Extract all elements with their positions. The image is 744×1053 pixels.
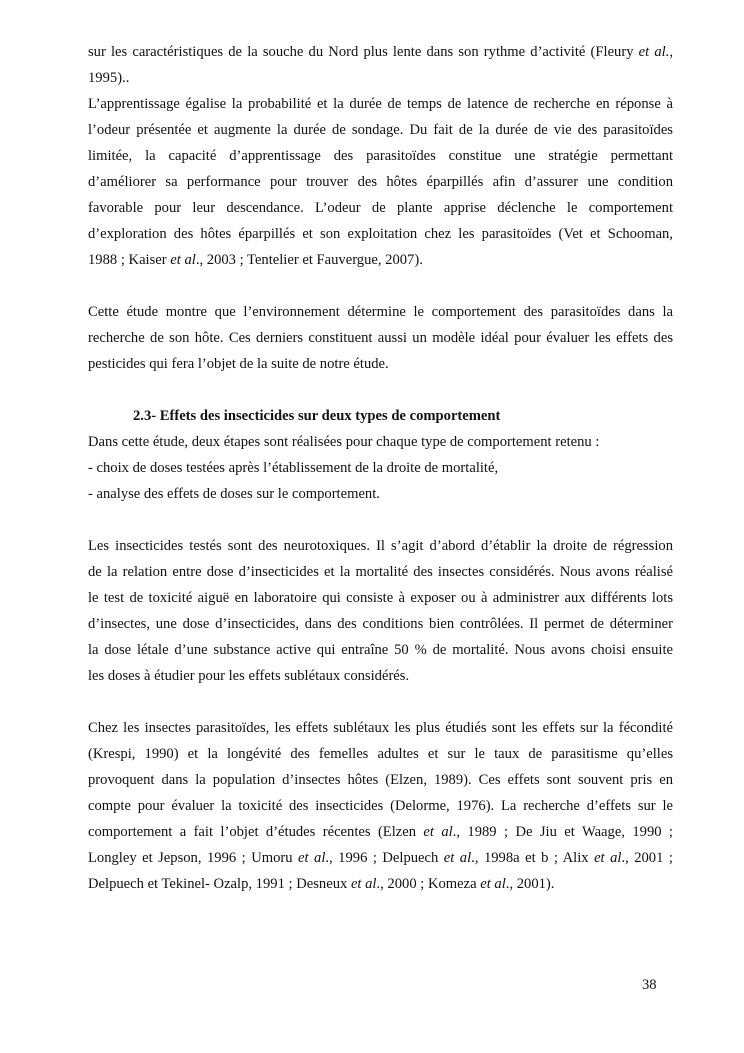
paragraph	[88, 299, 673, 377]
text-segment: Cette étude montre que l’environnement détermine le comportement des parasitoïdes dans la	[88, 304, 673, 320]
text-segment: ., 2001 ;	[621, 850, 673, 866]
text-line	[88, 299, 673, 325]
text-segment: pesticides qui fera l’objet de la suite de notre étude.	[88, 356, 389, 372]
paragraph	[88, 533, 673, 689]
text-line	[88, 143, 673, 169]
text-line	[88, 429, 673, 455]
text-line	[88, 169, 673, 195]
italic-text: et al	[423, 824, 453, 840]
section-heading	[88, 403, 673, 429]
text-segment: ., 2000 ; Komeza	[376, 876, 481, 892]
italic-text: et al	[170, 252, 196, 268]
page-number: 38	[642, 977, 657, 993]
paragraph-spacer	[88, 507, 673, 533]
text-segment: 1988 ; Kaiser	[88, 252, 171, 268]
text-segment: Les insecticides testés sont des neurotoxiques. Il s’agit d’abord d’établir la droite de régression	[88, 538, 673, 554]
text-line	[88, 325, 673, 351]
text-segment: d’exploration des hôtes éparpillés et son exploitation chez les parasitoïdes (Vet et Schooman,	[88, 226, 673, 242]
text-segment: ., 1989 ; De Jiu et Waage, 1990 ;	[452, 824, 673, 840]
text-segment: limitée, la capacité d’apprentissage des parasitoïdes constitue une stratégie permettant	[88, 148, 673, 164]
paragraph	[88, 481, 673, 507]
italic-text: et al	[298, 850, 326, 866]
text-segment: 2.3- Effets des insecticides sur deux types de comportement	[133, 408, 501, 424]
text-segment: favorable pour leur descendance. L’odeur de plante apprise déclenche le comportement	[88, 200, 673, 216]
text-line	[88, 741, 673, 767]
text-segment: L’apprentissage égalise la probabilité et la durée de temps de latence de recherche en réponse à	[88, 96, 673, 112]
document-body	[88, 39, 673, 897]
text-segment: ., 2003 ; Tentelier et Fauvergue, 2007).	[195, 252, 423, 268]
text-line	[88, 715, 673, 741]
text-segment: compte pour évaluer la toxicité des insecticides (Delorme, 1976). La recherche d’effets sur le	[88, 798, 673, 814]
paragraph	[88, 429, 673, 455]
text-segment: sur les caractéristiques de la souche du Nord plus lente dans son rythme d’activité (Fleury	[88, 44, 639, 60]
text-line	[88, 39, 673, 65]
paragraph-spacer	[88, 689, 673, 715]
text-segment: recherche de son hôte. Ces derniers constituent aussi un modèle idéal pour évaluer les effets des	[88, 330, 673, 346]
text-line	[88, 767, 673, 793]
text-line	[88, 871, 673, 897]
text-segment: provoquent dans la population d’insectes hôtes (Elzen, 1989). Ces effets sont souvent pris en	[88, 772, 673, 788]
italic-text: et al	[594, 850, 622, 866]
text-line	[88, 663, 673, 689]
paragraph-spacer	[88, 377, 673, 403]
text-segment: ., 1998a et b ; Alix	[471, 850, 595, 866]
text-segment: 1995)..	[88, 70, 130, 86]
text-line	[88, 117, 673, 143]
italic-text: et al.	[638, 44, 670, 60]
text-line	[88, 793, 673, 819]
text-segment: d’améliorer sa performance pour trouver des hôtes éparpillés afin d’assurer une condition	[88, 174, 673, 190]
text-segment: Dans cette étude, deux étapes sont réalisées pour chaque type de comportement retenu :	[88, 434, 600, 450]
text-line	[88, 845, 673, 871]
text-line	[88, 585, 673, 611]
text-line	[88, 91, 673, 117]
text-line	[88, 455, 673, 481]
italic-text: et al	[480, 876, 506, 892]
text-line	[88, 403, 673, 429]
text-segment: d’insectes, une dose d’insecticides, dans des conditions bien contrôlées. Il permet de déterminer	[88, 616, 673, 632]
text-line	[88, 247, 673, 273]
text-segment: les doses à étudier pour les effets sublétaux considérés.	[88, 668, 410, 684]
text-line	[88, 195, 673, 221]
paragraph-spacer	[88, 273, 673, 299]
paragraph	[88, 715, 673, 897]
text-line	[88, 65, 673, 91]
text-segment: - analyse des effets de doses sur le comportement.	[88, 486, 380, 502]
text-segment: la dose létale d’une substance active qui entraîne 50 % de mortalité. Nous avons choisi ensuite	[88, 642, 673, 658]
paragraph	[88, 455, 673, 481]
text-segment: le test de toxicité aiguë en laboratoire qui consiste à exposer ou à administrer aux différents lots	[88, 590, 673, 606]
text-segment: Chez les insectes parasitoïdes, les effets sublétaux les plus étudiés sont les effets sur la fécondité	[88, 720, 673, 736]
text-segment: Delpuech et Tekinel- Ozalp, 1991 ; Desneux	[88, 876, 351, 892]
text-segment: ., 1996 ; Delpuech	[325, 850, 444, 866]
text-segment: comportement a fait l’objet d’études récentes (Elzen	[88, 824, 424, 840]
text-line	[88, 533, 673, 559]
text-line	[88, 611, 673, 637]
italic-text: et al	[350, 876, 377, 892]
text-segment: (Krespi, 1990) et la longévité des femelles adultes et sur le taux de parasitisme qu’elles	[88, 746, 673, 762]
text-segment: - choix de doses testées après l’établissement de la droite de mortalité,	[88, 460, 499, 476]
text-line	[88, 559, 673, 585]
italic-text: et al	[443, 850, 472, 866]
text-segment: Longley et Jepson, 1996 ; Umoru	[88, 850, 299, 866]
text-line	[88, 351, 673, 377]
text-segment: de la relation entre dose d’insecticides et la mortalité des insectes considérés. Nous avons réalisé	[88, 564, 673, 580]
paragraph	[88, 91, 673, 273]
text-line	[88, 481, 673, 507]
text-line	[88, 637, 673, 663]
text-segment: ,	[669, 44, 673, 60]
text-segment: l’odeur présentée et augmente la durée de sondage. Du fait de la durée de vie des parasitoïdes	[88, 122, 673, 138]
text-line	[88, 221, 673, 247]
text-line	[88, 819, 673, 845]
paragraph	[88, 39, 673, 91]
text-segment: ., 2001).	[505, 876, 555, 892]
